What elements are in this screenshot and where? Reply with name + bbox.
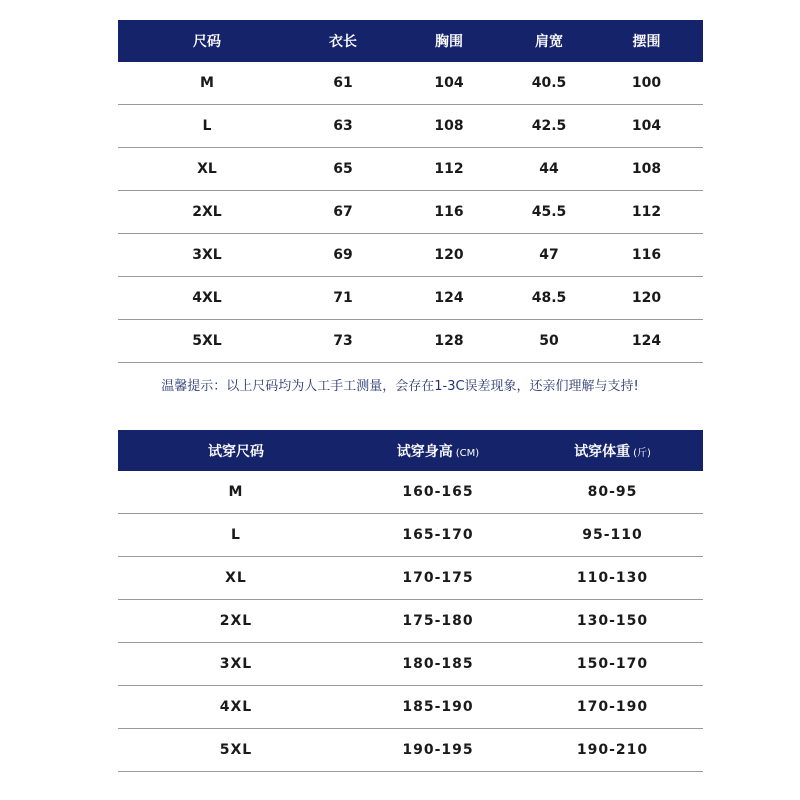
- cell-fit-weight: 95-110: [582, 527, 643, 543]
- cell-chest: 104: [434, 75, 464, 91]
- header-fit-height: [354, 441, 522, 461]
- cell-fit-weight: 170-190: [576, 699, 649, 715]
- table-row: [118, 471, 703, 514]
- fit-chart-header: [118, 430, 703, 471]
- cell-chest: 128: [434, 333, 464, 349]
- header-fit-height-unit: (CM): [455, 447, 480, 459]
- cell-fit-height: 170-175: [402, 570, 474, 586]
- cell-shoulder: 50: [539, 333, 559, 349]
- cell-fit-height: 160-165: [402, 484, 474, 500]
- fit-chart-body: [118, 471, 703, 772]
- cell-shoulder: 45.5: [531, 204, 567, 220]
- cell-shoulder: 40.5: [531, 75, 567, 91]
- table-row: [118, 643, 703, 686]
- cell-fit-height: 190-195: [402, 742, 474, 758]
- cell-size: M: [200, 75, 214, 91]
- cell-chest: 112: [434, 161, 464, 177]
- table-row: [118, 234, 703, 277]
- cell-fit-size: 5XL: [219, 742, 253, 758]
- cell-fit-height: 175-180: [402, 613, 474, 629]
- cell-hem: 108: [631, 161, 662, 177]
- cell-chest: 116: [434, 204, 464, 220]
- cell-size: 2XL: [192, 204, 222, 220]
- table-row: [118, 729, 703, 772]
- cell-fit-size: XL: [225, 570, 247, 586]
- size-chart-header: [118, 20, 703, 62]
- table-row: [118, 277, 703, 320]
- table-row: [118, 557, 703, 600]
- cell-hem: 120: [631, 290, 662, 306]
- cell-hem: 100: [631, 75, 662, 91]
- cell-fit-weight: 130-150: [576, 613, 649, 629]
- header-size: 尺码: [193, 34, 221, 50]
- cell-fit-weight: 110-130: [576, 570, 649, 586]
- cell-length: 63: [333, 118, 353, 134]
- cell-size: 4XL: [192, 290, 222, 306]
- table-row: [118, 62, 703, 105]
- cell-fit-weight: 150-170: [576, 656, 649, 672]
- cell-size: L: [202, 118, 212, 134]
- header-fit-weight: [522, 441, 703, 461]
- header-shoulder: 肩宽: [535, 34, 563, 50]
- table-row: [118, 148, 703, 191]
- table-row: [118, 105, 703, 148]
- cell-chest: 120: [434, 247, 464, 263]
- cell-fit-height: 180-185: [402, 656, 474, 672]
- cell-size: 5XL: [192, 333, 222, 349]
- cell-shoulder: 47: [539, 247, 559, 263]
- header-fit-weight-label: 试穿体重: [574, 443, 631, 460]
- cell-length: 71: [333, 290, 353, 306]
- cell-length: 73: [333, 333, 353, 349]
- cell-length: 65: [333, 161, 353, 177]
- cell-fit-size: L: [231, 527, 241, 543]
- cell-fit-weight: 190-210: [576, 742, 649, 758]
- cell-size: 3XL: [192, 247, 222, 263]
- header-hem: 摆围: [632, 34, 661, 50]
- cell-fit-size: M: [228, 484, 244, 500]
- table-row: [118, 320, 703, 363]
- size-chart-table: [118, 20, 703, 363]
- cell-length: 69: [333, 247, 353, 263]
- header-fit-height-label: 试穿身高: [396, 443, 453, 460]
- cell-shoulder: 44: [539, 161, 559, 177]
- header-fit-weight-unit: (斤): [633, 447, 651, 459]
- cell-length: 67: [333, 204, 353, 220]
- cell-fit-size: 3XL: [219, 656, 253, 672]
- size-chart-body: [118, 62, 703, 363]
- cell-fit-size: 2XL: [219, 613, 253, 629]
- table-row: [118, 191, 703, 234]
- cell-fit-height: 185-190: [402, 699, 474, 715]
- cell-chest: 108: [434, 118, 464, 134]
- table-row: [118, 686, 703, 729]
- cell-fit-size: 4XL: [219, 699, 253, 715]
- table-row: [118, 514, 703, 557]
- header-length: 衣长: [329, 34, 357, 50]
- table-row: [118, 600, 703, 643]
- cell-chest: 124: [434, 290, 464, 306]
- cell-length: 61: [333, 75, 353, 91]
- cell-size: XL: [197, 161, 217, 177]
- cell-fit-weight: 80-95: [587, 484, 638, 500]
- cell-hem: 124: [631, 333, 662, 349]
- measurement-note: 温馨提示：以上尺码均为人工手工测量，会存在1-3C误差现象，还亲们理解与支持!: [161, 379, 639, 394]
- cell-shoulder: 42.5: [531, 118, 567, 134]
- cell-hem: 112: [631, 204, 662, 220]
- cell-hem: 104: [631, 118, 662, 134]
- cell-shoulder: 48.5: [531, 290, 567, 306]
- cell-fit-height: 165-170: [402, 527, 474, 543]
- header-fit-size-label: 试穿尺码: [208, 443, 264, 460]
- header-chest: 胸围: [435, 34, 463, 50]
- fit-chart-table: [118, 430, 703, 772]
- header-fit-size: [118, 441, 354, 461]
- cell-hem: 116: [631, 247, 662, 263]
